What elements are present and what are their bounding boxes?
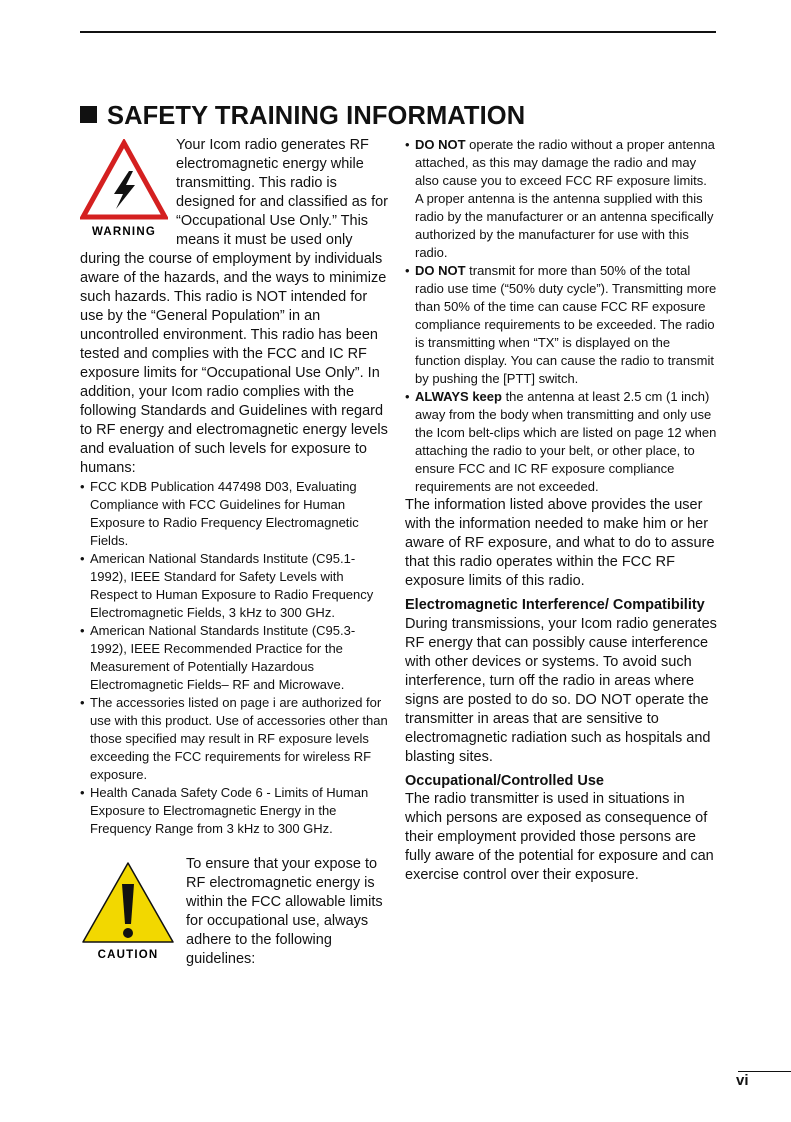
list-item: • FCC KDB Publication 447498 D03, Evaluating Compliance with FCC Guidelines for Human Exposure to Radio Frequency Electromagnetic Fields. (80, 478, 390, 550)
occupational-paragraph: The radio transmitter is used in situations in which persons are exposed as consequence of their employment provided those persons are fully aware of the potential for exposure and can exercise control over their exposure. (405, 791, 714, 883)
caution-label: CAUTION (97, 949, 159, 960)
page-title (80, 101, 525, 131)
summary-paragraph: The information listed above provides the user with the information needed to make him or her aware of RF exposure, and what to do to assure that this radio operates within the FCC RF exposure limits of this radio. (405, 497, 715, 589)
caution-paragraph: To ensure that your expose to RF electromagnetic energy is within the FCC allowable limits for occupational use, always adhere to the following guidelines: (186, 856, 383, 967)
caution-icon (80, 860, 176, 960)
page-number: vi (736, 1072, 749, 1089)
guideline-text: transmit for more than 50% of the total radio use time (“50% duty cycle”). Transmitting more than 50% of the time can cause FCC RF exposure compliance requirements to be exceeded. The radio is transmitting when “TX” is displayed on the function display. You can cause the radio to transmit by pushing the [PTT] switch. (415, 263, 717, 386)
list-item (405, 136, 717, 262)
list-item (405, 388, 717, 496)
guideline-lead: DO NOT (415, 137, 466, 152)
right-column (405, 136, 717, 885)
list-item: • Health Canada Safety Code 6 - Limits of Human Exposure to Electromagnetic Energy in the Frequency Range from 3 kHz to 300 GHz. (80, 784, 390, 838)
top-rule (80, 31, 716, 33)
square-bullet-icon (80, 106, 97, 123)
list-item: • American National Standards Institute (C95.1-1992), IEEE Standard for Safety Levels with Respect to Human Exposure to Radio Frequency Electromagnetic Fields, 3 kHz to 300 GHz. (80, 550, 390, 622)
occupational-heading: Occupational/Controlled Use (405, 772, 604, 789)
list-item: • The accessories listed on page i are authorized for use with this product. Use of accessories other than those specified may result in RF exposure levels exceeding the FCC requirements for wireless RF exposure. (80, 694, 390, 784)
guidelines-list (405, 136, 717, 496)
emi-heading: Electromagnetic Interference/ Compatibility (405, 597, 705, 613)
standards-list (80, 478, 390, 838)
warning-label: WARNING (92, 226, 156, 238)
guideline-text: operate the radio without a proper antenna attached, as this may damage the radio and may also cause you to exceed FCC RF exposure limits. A proper antenna is the antenna supplied with this radio by the manufacturer or an antenna specifically authorized by the manufacturer for use with this radio. (415, 137, 715, 260)
page-title-text: SAFETY TRAINING INFORMATION (107, 102, 526, 130)
guideline-lead: DO NOT (415, 263, 466, 278)
guideline-text: the antenna at least 2.5 cm (1 inch) away from the body when transmitting and only use the Icom belt-clips which are listed on page 12 when attaching the radio to your belt, or other place, to ensure FCC and IC RF exposure compliance requirements are not exceeded. (415, 389, 717, 494)
warning-icon (80, 139, 168, 239)
list-item: • American National Standards Institute (C95.3-1992), IEEE Recommended Practice for the Measurement of Potentially Hazardous Electromagnetic Fields– RF and Microwave. (80, 622, 390, 694)
left-column (80, 136, 390, 969)
guideline-lead: ALWAYS keep (415, 389, 502, 404)
list-item (405, 262, 717, 388)
emi-paragraph: During transmissions, your Icom radio generates RF energy that can possibly cause interference with other devices or systems. To avoid such interference, turn off the radio in areas where signs are posted to do so. DO NOT operate the transmitter in areas that are sensitive to electromagnetic radiation such as hospitals and blasting sites. (405, 615, 717, 765)
intro-paragraph: Your Icom radio generates RF electromagnetic energy while transmitting. This radio is designed for and classified as for “Occupational Use Only.” This means it must be used only during the course of employment by individuals aware of the hazards, and the ways to minimize such hazards. This radio is NOT intended for use by the “General Population” in an uncontrolled environment. This radio has been tested and complies with the FCC and IC RF exposure limits for “Occupational Use Only”. In addition, your Icom radio complies with the following Standards and Guidelines with regard to RF energy and electromagnetic energy levels and evaluation of such levels for exposure to humans: (80, 137, 388, 476)
